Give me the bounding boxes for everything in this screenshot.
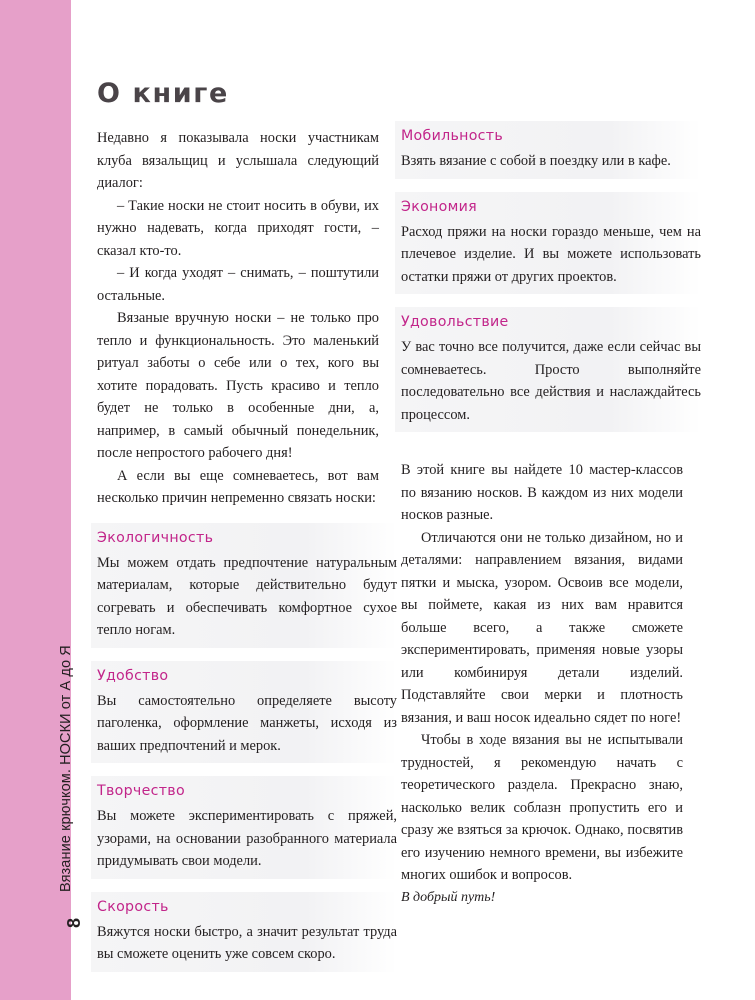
- sign-off: В добрый путь!: [401, 889, 496, 905]
- reason-text: У вас точно все получится, даже если сейчас вы сомневаетесь. Просто выполняйте последовательно все действия и наслаждайтесь процессом.: [401, 339, 701, 423]
- intro-paragraph: Вязаные вручную носки – не только про тепло и функциональность. Это маленький ритуал заботы о себе или о тех, кого вы хотите порадовать. Пусть красиво и тепло будет не только в особенные дни, а, например, в самый обычный понедельник, после непростого рабочего дня!: [97, 310, 379, 461]
- reason-section-creativity: [91, 776, 397, 879]
- reason-text: Вяжутся носки быстро, а значит результат труда вы сможете оценить уже совсем скоро.: [97, 923, 397, 962]
- reason-heading: Творчество: [97, 783, 185, 799]
- intro-paragraph: Недавно я показывала носки участникам клуба вязальщиц и услышала следующий диалог:: [97, 130, 379, 191]
- reason-text: Взять вязание с собой в поездку или в кафе.: [401, 153, 671, 169]
- outro-paragraph: Чтобы в ходе вязания вы не испытывали трудностей, я рекомендую начать с теоретического раздела. Прекрасно знаю, насколько велик соблазн пропустить его и сразу же взяться за крючок. Однако, посвятив его изучению немного времени, вы избежите многих ошибок и вопросов.: [401, 732, 683, 883]
- intro-paragraph: – И когда уходят – снимать, – поштутили остальные.: [97, 265, 379, 304]
- reason-text: Мы можем отдать предпочтение натуральным материалам, которые действительно будут согревать и обеспечивать комфортное сухое тепло ногам.: [97, 554, 397, 638]
- reason-text: Расход пряжи на носки гораздо меньше, чем на плечевое изделие. И вы можете использовать остатки пряжи от других проектов.: [401, 223, 701, 285]
- reason-heading: Удобство: [97, 667, 169, 684]
- reason-text: Вы можете экспериментировать с пряжей, узорами, на основании разобранного материала придумывать свои модели.: [97, 808, 397, 869]
- reason-section-pleasure: [395, 307, 701, 432]
- reason-heading: Мобильность: [401, 128, 504, 144]
- reason-section-ecology: [91, 523, 397, 648]
- right-column: [401, 121, 701, 909]
- reason-heading: Скорость: [97, 898, 169, 915]
- left-column: [97, 127, 397, 972]
- running-head: Вязание крючком. НОСКИ от А до Я: [58, 645, 74, 892]
- outro-paragraph: В этой книге вы найдете 10 мастер-классов по вязанию носков. В каждом из них модели носков разные.: [401, 462, 683, 523]
- page-title: О книге: [97, 78, 229, 109]
- reason-heading: Экономия: [401, 198, 477, 215]
- reason-section-mobility: [395, 121, 701, 179]
- reason-section-comfort: [91, 661, 397, 764]
- reason-section-speed: [91, 892, 397, 972]
- intro-paragraph: – Такие носки не стоит носить в обуви, их нужно надевать, когда приходят гости, – сказал кто-то.: [97, 197, 379, 259]
- reason-heading: Удовольствие: [401, 314, 509, 330]
- reason-section-economy: [395, 192, 701, 295]
- intro-paragraph: А если вы еще сомневаетесь, вот вам несколько причин непременно связать носки:: [97, 467, 379, 506]
- reason-heading: Экологичность: [97, 529, 214, 546]
- outro-paragraph: Отличаются они не только дизайном, но и деталями: направлением вязания, видами пятки и мыска, узором. Освоив все модели, вы поймете, какая из них вам нравится больше всего, а также сможете экспериментировать, применяя новые узоры или комбинируя детали изделий. Подставляйте свои мерки и плотность вязания, и ваш носок идеально сядет по ноге!: [401, 529, 683, 726]
- reason-text: Вы самостоятельно определяете высоту паголенка, оформление манжеты, исходя из ваших предпочтений и мерок.: [97, 692, 397, 754]
- page-number: 8: [64, 917, 84, 928]
